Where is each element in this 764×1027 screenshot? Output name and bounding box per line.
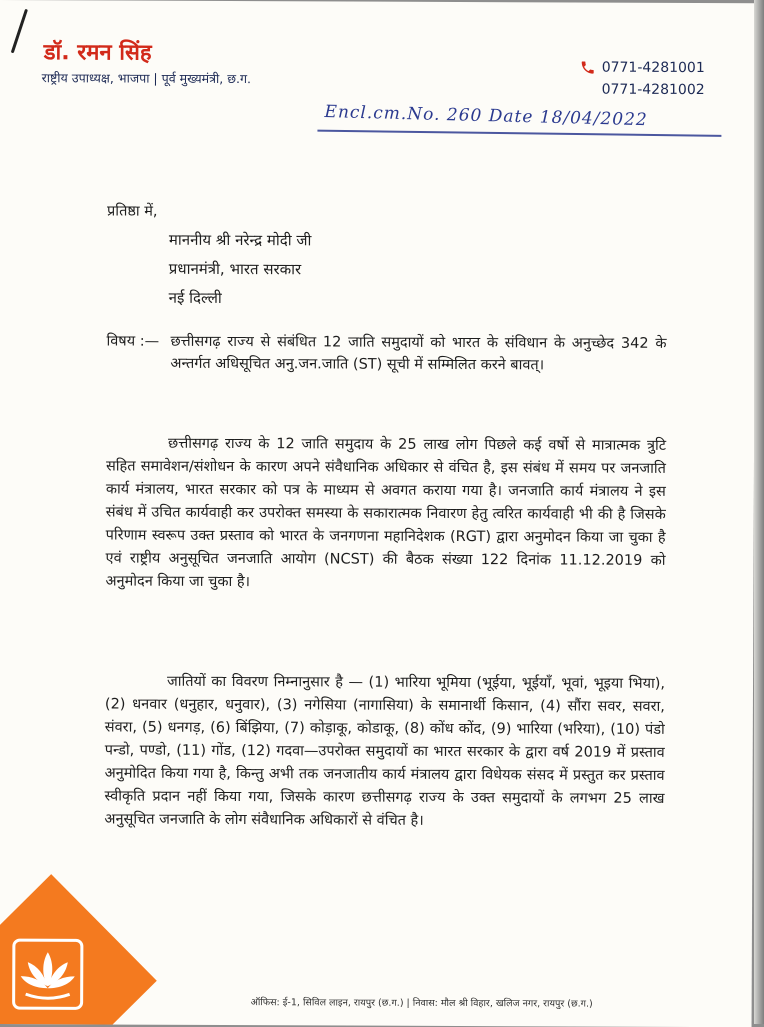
footer-address: ऑफिस: ई-1, सिविल लाइन, रायपुर (छ.ग.) | निवास: मौल श्री विहार, खलिज नगर, रायपुर (छ.ग.) (250, 997, 593, 1010)
phone-number-1: 0771-4281001 (601, 59, 705, 77)
body-paragraph-2: जातियों का विवरण निम्नानुसार है — (1) भारिया भूमिया (भूईया, भूईयाँ, भूवां, भूइया भिया), (2) धनवार (धनुहार, धनुवार), (3) नगेसिया (नागासिया) के समानार्थी किसान, (4) सौंरा सवर, सवरा, संवरा, (5) धनगड़, (6) बिंझिया, (7) कोड़ाकू, कोडाकू, (8) कोंध कोंद, (9) भारिया (भरिया), (10) पंडो पन्डो, पण्डो, (11) गोंड, (12) गदवा—उपरोक्त समुदायों का भारत सरकार के द्वारा वर्ष 2019 में प्रस्ताव अनुमोदित किया गया है, किन्तु अभी तक जनजातीय कार्य मंत्रालय द्वारा विधेयक संसद में प्रस्तुत कर प्रस्ताव स्वीकृति प्रदान नहीं किया गया, जिसके कारण छत्तीसगढ़ राज्य के उक्त समुदायों के लगभग 25 लाख अनुसूचित जनजाति के लोग संवैधानिक अधिकारों से वंचित है। (104, 673, 666, 829)
phone-row-1 (580, 57, 705, 80)
page-edge-shadow (754, 0, 764, 1024)
phone-row-2 (580, 79, 705, 102)
subject-block (106, 330, 666, 376)
phone-icon (580, 60, 596, 76)
recipient-line-3: नई दिल्ली (168, 288, 222, 307)
salutation: प्रतिष्ठा में, (107, 203, 158, 220)
recipient-line-2: प्रधानमंत्री, भारत सरकार (168, 259, 302, 279)
recipient-line-1: माननीय श्री नरेन्द्र मोदी जी (168, 230, 312, 250)
phone-number-2: 0771-4281002 (601, 81, 705, 99)
lotus-logo-icon (12, 938, 84, 1010)
ink-slash-mark (11, 9, 28, 54)
handwritten-underline (317, 130, 721, 137)
letterhead-name: डॉ. रमन सिंह (43, 40, 152, 66)
letterhead-subtitle: राष्ट्रीय उपाध्यक्ष, भाजपा | पूर्व मुख्यमंत्री, छ.ग. (41, 70, 252, 87)
letterhead-phones (580, 57, 705, 102)
subject-text: छत्तीसगढ़ राज्य से संबंधित 12 जाति समुदायों को भारत के संविधान के अनुच्छेद 342 के अन्तर्गत अधिसूचित अनु.जन.जाति (ST) सूची में सम्मिलित करने बावत्। (170, 333, 667, 374)
body-paragraph-1: छत्तीसगढ़ राज्य के 12 जाति समुदाय के 25 लाख लोग पिछले कई वर्षो से मात्रात्मक त्रुटि सहित समावेशन/संशोधन के कारण अपने संवैधानिक अधिकार से वंचित है, इस संबंध में समय पर जनजाति कार्य मंत्रालय, भारत सरकार को पत्र के माध्यम से अवगत कराया गया है। जनजाति कार्य मंत्रालय ने इस संबंध में उचित कार्यवाही कर उपरोक्त समस्या के सकारात्मक निवारण हेतु त्वरित कार्यवाही भी की है जिसके परिणाम स्वरूप उक्त प्रस्ताव को भारत के जनगणना महानिदेशक (RGT) द्वारा अनुमोदन किया जा चुका है एवं राष्ट्रीय अनुसूचित जनजाति आयोग (NCST) की बैठक संख्या 122 दिनांक 11.12.2019 को अनुमोदन किया जा चुका है। (105, 435, 667, 591)
recipient-address (169, 226, 312, 314)
subject-label: विषय :— (106, 333, 160, 350)
handwritten-reference: Encl.cm.No. 260 Date 18/04/2022 (324, 102, 648, 131)
